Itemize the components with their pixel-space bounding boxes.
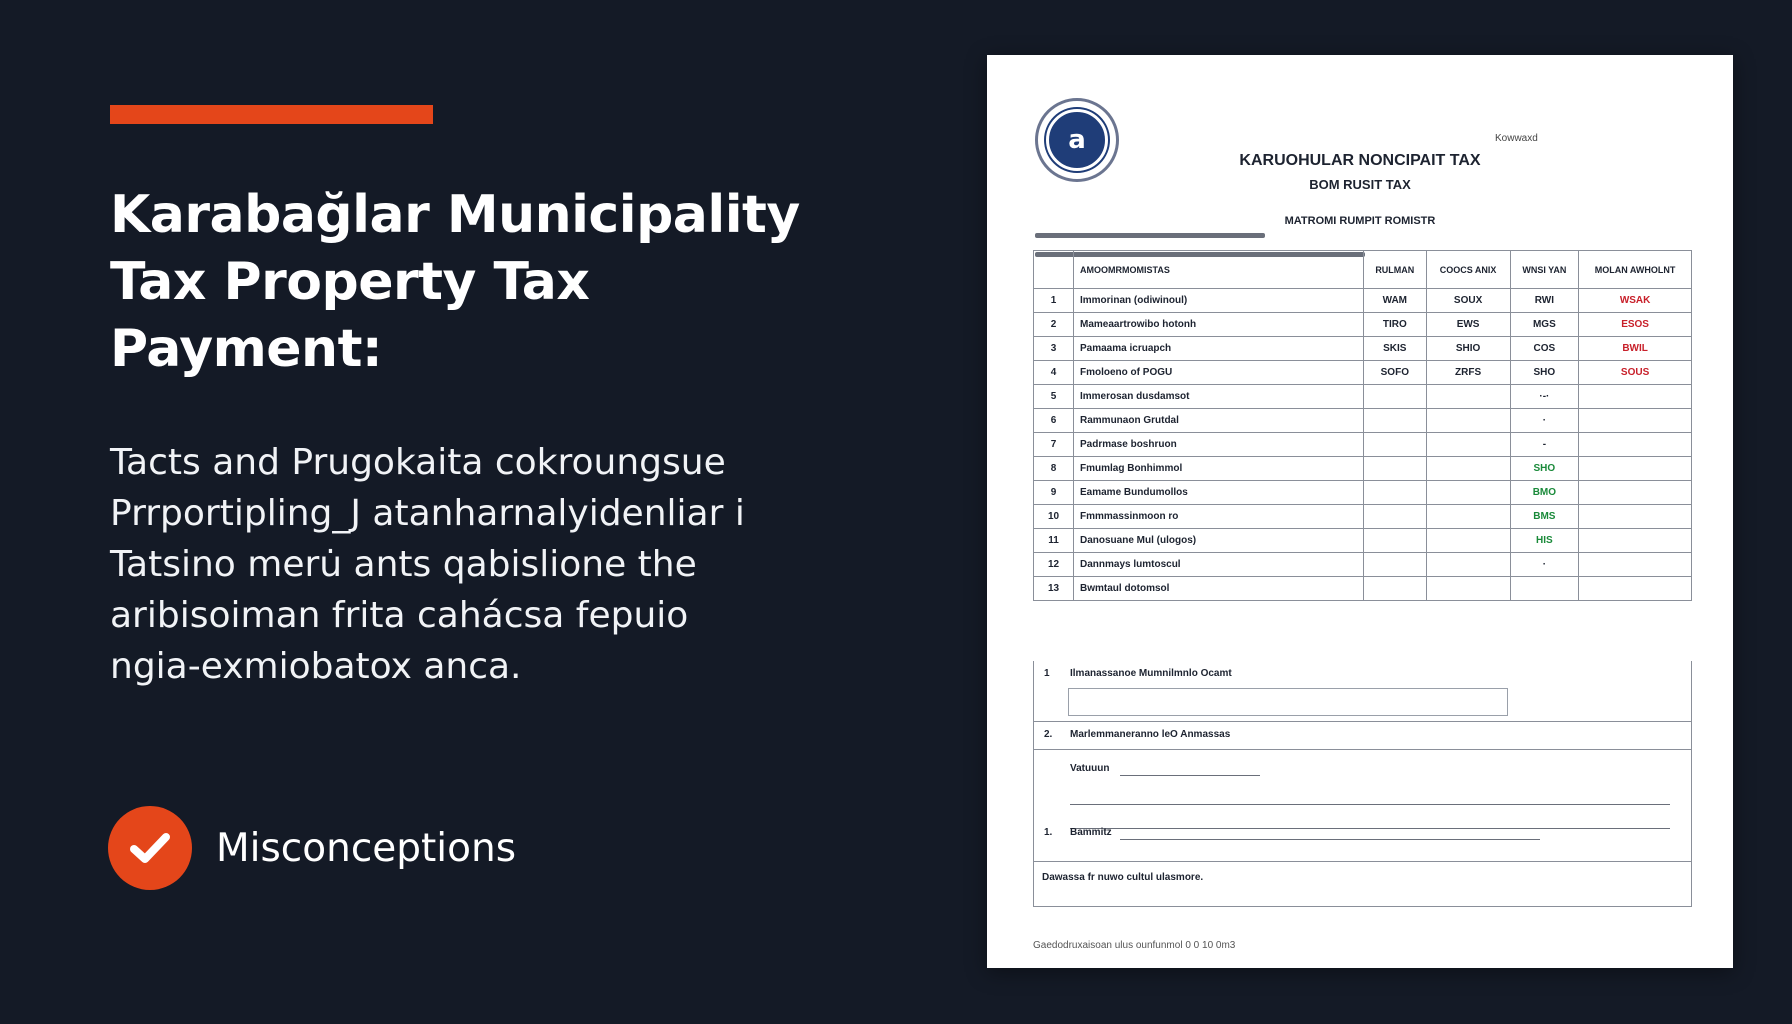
table-cell	[1579, 385, 1692, 409]
table-cell: Padrmase boshruon	[1074, 433, 1364, 457]
table-cell: SOUS	[1579, 361, 1692, 385]
table-cell	[1364, 457, 1427, 481]
table-row	[1034, 313, 1692, 337]
row-number: 1	[1044, 668, 1050, 679]
table-row	[1034, 409, 1692, 433]
document-title: KARUOHULAR NONCIPAIT TAX	[1239, 152, 1481, 169]
table-cell	[1364, 409, 1427, 433]
table-cell	[1426, 577, 1510, 601]
table-cell	[1364, 529, 1427, 553]
body-line: aribisoiman frita cahácsa fepuio	[110, 595, 689, 636]
table-cell: Pamaama icruapch	[1074, 337, 1364, 361]
table-cell: 10	[1034, 505, 1074, 529]
table-cell: 12	[1034, 553, 1074, 577]
table-cell: BWIL	[1579, 337, 1692, 361]
tax-document-preview	[987, 55, 1733, 968]
table-header-cell: AMOOMRMOMISTAS	[1074, 251, 1364, 289]
table-header-cell: RULMAN	[1364, 251, 1427, 289]
table-row	[1034, 385, 1692, 409]
row-number: 1.	[1044, 827, 1053, 838]
title-line: Payment:	[110, 319, 383, 379]
table-cell	[1364, 577, 1427, 601]
closing-note: Dawassa fr nuwo cultul ulasmore.	[1042, 872, 1204, 883]
table-cell	[1426, 481, 1510, 505]
table-cell	[1579, 433, 1692, 457]
table-cell	[1426, 529, 1510, 553]
table-cell: Fmumlag Bonhimmol	[1074, 457, 1364, 481]
body-line: Prrportipling_J atanharnalyidenliar i	[110, 493, 745, 534]
check-badge	[108, 806, 192, 890]
corner-note: Kowwaxd	[1495, 133, 1538, 144]
text-field[interactable]	[1068, 688, 1508, 716]
table-row	[1034, 529, 1692, 553]
table-cell	[1579, 409, 1692, 433]
table-header-row	[1034, 251, 1692, 289]
tax-table	[1033, 250, 1692, 601]
table-cell: Bwmtaul dotomsol	[1074, 577, 1364, 601]
table-row	[1034, 337, 1692, 361]
table-header-cell	[1034, 251, 1074, 289]
accent-bar	[110, 105, 433, 124]
title-line: Tax Property Tax	[110, 252, 590, 312]
body-line: Tatsino meru̇ ants qabislione the	[110, 544, 697, 585]
table-cell	[1579, 457, 1692, 481]
misconceptions-label: Misconceptions	[216, 826, 517, 871]
table-row	[1034, 361, 1692, 385]
table-cell: Danosuane Mul (ulogos)	[1074, 529, 1364, 553]
meta-line	[1035, 233, 1265, 238]
table-cell: 2	[1034, 313, 1074, 337]
table-cell: TIRO	[1364, 313, 1427, 337]
table-cell: ESOS	[1579, 313, 1692, 337]
table-cell: Dannmays lumtoscul	[1074, 553, 1364, 577]
table-cell: WAM	[1364, 289, 1427, 313]
row-label: Marlemmaneranno leO Anmassas	[1070, 729, 1231, 740]
seal-letter: a	[1068, 125, 1086, 155]
row-label: Ilmanassanoe Mumnilmnlo Ocamt	[1070, 668, 1232, 679]
table-cell: Mameaartrowibo hotonh	[1074, 313, 1364, 337]
table-row	[1034, 457, 1692, 481]
table-cell: SHIO	[1426, 337, 1510, 361]
table-cell	[1426, 433, 1510, 457]
table-row	[1034, 289, 1692, 313]
table-cell: Fmoloeno of POGU	[1074, 361, 1364, 385]
table-cell	[1426, 409, 1510, 433]
table-cell: 5	[1034, 385, 1074, 409]
table-cell	[1364, 481, 1427, 505]
divider	[1034, 721, 1691, 722]
table-row	[1034, 577, 1692, 601]
table-cell: SOUX	[1426, 289, 1510, 313]
table-cell	[1579, 529, 1692, 553]
table-cell: MGS	[1510, 313, 1579, 337]
table-cell	[1426, 553, 1510, 577]
signature-line[interactable]	[1070, 804, 1670, 805]
table-cell: Fmmmassinmoon ro	[1074, 505, 1364, 529]
document-subtitle: BOM RUSIT TAX	[1309, 177, 1411, 192]
table-cell: 3	[1034, 337, 1074, 361]
table-cell: 11	[1034, 529, 1074, 553]
table-cell: 9	[1034, 481, 1074, 505]
table-cell: ZRFS	[1426, 361, 1510, 385]
document-lower-section	[1033, 661, 1692, 907]
field-label: Vatuuun	[1070, 763, 1110, 774]
table-header-cell: COOCS ANIX	[1426, 251, 1510, 289]
table-cell: SHO	[1510, 457, 1579, 481]
table-header-cell: WNSI YAN	[1510, 251, 1579, 289]
table-cell: SKIS	[1364, 337, 1427, 361]
table-cell	[1364, 433, 1427, 457]
table-cell	[1364, 553, 1427, 577]
body-line: Tacts and Prugokaita cokroungsue	[110, 442, 726, 483]
slide-body	[110, 437, 870, 692]
field-label: Bammitz	[1070, 827, 1112, 838]
table-cell: HIS	[1510, 529, 1579, 553]
table-cell	[1364, 385, 1427, 409]
table-cell: COS	[1510, 337, 1579, 361]
slide-title	[110, 182, 970, 383]
table-cell	[1510, 577, 1579, 601]
table-cell: Eamame Bundumollos	[1074, 481, 1364, 505]
table-cell: ·	[1510, 553, 1579, 577]
title-line: Karabağlar Municipality	[110, 185, 800, 245]
table-header-cell: MOLAN AWHOLNT	[1579, 251, 1692, 289]
table-cell: 6	[1034, 409, 1074, 433]
table-cell: Immorinan (odiwinoul)	[1074, 289, 1364, 313]
table-row	[1034, 433, 1692, 457]
body-line: ngia-exmiobatox anca.	[110, 646, 522, 687]
divider	[1034, 861, 1691, 862]
table-cell: RWI	[1510, 289, 1579, 313]
table-cell: Immerosan dusdamsot	[1074, 385, 1364, 409]
signature-line[interactable]	[1120, 839, 1540, 840]
table-cell	[1579, 577, 1692, 601]
table-cell: BMS	[1510, 505, 1579, 529]
table-cell	[1426, 505, 1510, 529]
table-cell: 7	[1034, 433, 1074, 457]
table-cell	[1579, 505, 1692, 529]
table-cell: ·	[1510, 409, 1579, 433]
table-cell	[1579, 481, 1692, 505]
table-cell: BMO	[1510, 481, 1579, 505]
table-cell	[1426, 385, 1510, 409]
table-row	[1034, 481, 1692, 505]
document-section-heading: MATROMI RUMPIT ROMISTR	[1284, 215, 1436, 227]
table-row	[1034, 553, 1692, 577]
table-cell: EWS	[1426, 313, 1510, 337]
row-number: 2.	[1044, 729, 1053, 740]
divider	[1034, 749, 1691, 750]
table-cell	[1579, 553, 1692, 577]
check-icon	[128, 830, 172, 866]
table-cell: -	[1510, 433, 1579, 457]
table-cell: Rammunaon Grutdal	[1074, 409, 1364, 433]
table-cell: SHO	[1510, 361, 1579, 385]
document-footer: Gaedodruxaisoan ulus ounfunmol 0 0 10 0m3	[1033, 940, 1236, 951]
table-cell: ·-·	[1510, 385, 1579, 409]
table-cell: 1	[1034, 289, 1074, 313]
table-cell: 4	[1034, 361, 1074, 385]
table-cell	[1364, 505, 1427, 529]
signature-line[interactable]	[1070, 828, 1670, 829]
table-cell	[1426, 457, 1510, 481]
table-cell: 13	[1034, 577, 1074, 601]
table-cell: 8	[1034, 457, 1074, 481]
table-cell: WSAK	[1579, 289, 1692, 313]
signature-line[interactable]	[1120, 775, 1260, 776]
table-row	[1034, 505, 1692, 529]
table-cell: SOFO	[1364, 361, 1427, 385]
